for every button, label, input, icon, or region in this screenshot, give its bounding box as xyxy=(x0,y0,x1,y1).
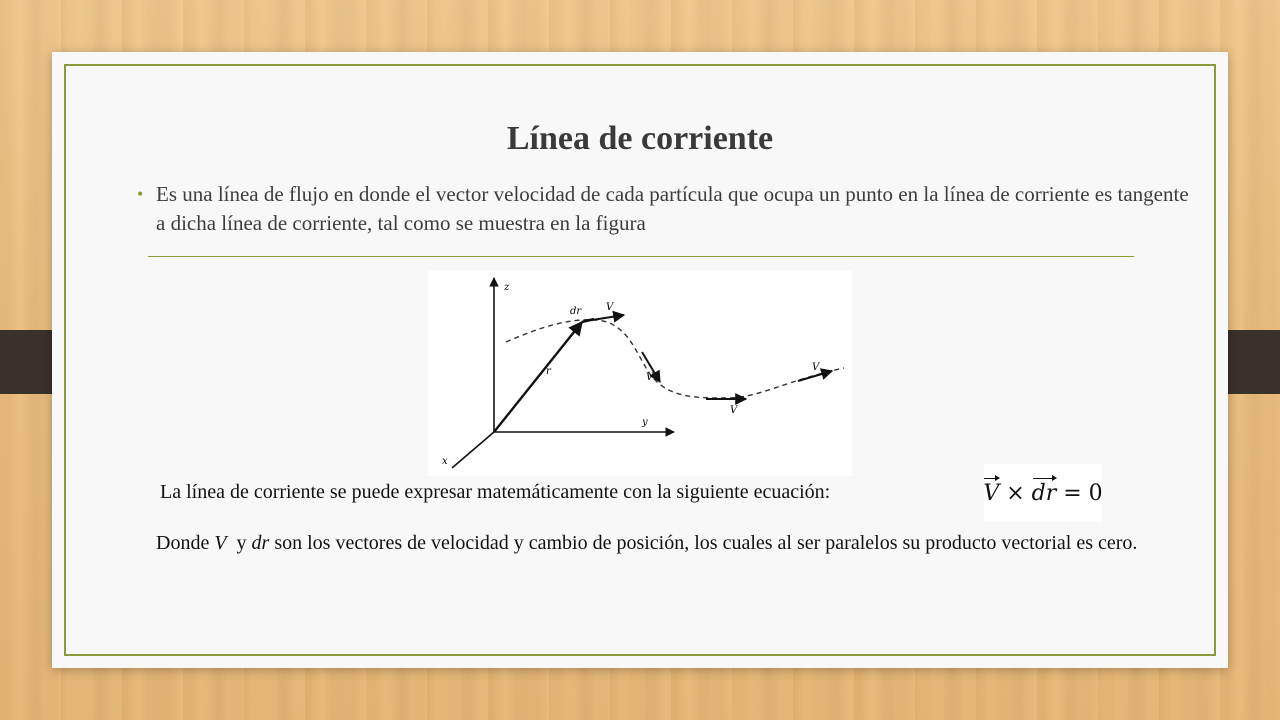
v-label-4: V xyxy=(812,362,820,373)
z-label: z xyxy=(504,282,510,293)
explanation-text xyxy=(156,528,1186,558)
slide-title: Línea de corriente xyxy=(506,120,774,157)
eq-v: V xyxy=(983,480,1000,506)
r-label: r xyxy=(546,366,551,377)
equation-box xyxy=(984,464,1102,522)
donde-part3: son los vectores de velocidad y cambio de posición, los cuales al ser paralelos su producto vectorial es cero. xyxy=(269,532,1138,554)
donde-part2: y xyxy=(226,532,252,554)
donde-dr: dr xyxy=(251,532,270,554)
streamline-diagram xyxy=(428,270,852,476)
streamline-figure xyxy=(428,270,852,476)
dr-label: dr xyxy=(570,306,582,317)
x-label: x xyxy=(442,456,448,467)
bullet-icon: • xyxy=(137,184,144,204)
cross-product-equation xyxy=(983,481,1102,506)
eq-dr: dr xyxy=(1031,480,1057,506)
eq-equals: = 0 xyxy=(1063,480,1103,506)
velocity-vector-1 xyxy=(586,315,624,321)
donde-v: V xyxy=(214,532,227,554)
donde-part1: Donde xyxy=(156,532,215,554)
y-label: y xyxy=(642,417,648,428)
equation-intro: La línea de corriente se puede expresar matemáticamente con la siguiente ecuación: xyxy=(160,481,831,503)
slide-paper xyxy=(52,52,1228,668)
x-axis xyxy=(452,432,494,468)
streamline-curve xyxy=(506,320,844,398)
divider-line xyxy=(148,256,1134,257)
position-vector-r xyxy=(494,322,582,432)
v-label-3: V xyxy=(730,405,738,416)
v-label-2: V xyxy=(646,372,654,383)
eq-times: × xyxy=(1006,480,1025,506)
bullet-text: Es una línea de flujo en donde el vector velocidad de cada partícula que ocupa un punto en la línea de corriente es tangente a dicha línea de corriente, tal como se muestra en la figura xyxy=(156,182,1189,235)
v-label-1: V xyxy=(606,302,614,313)
